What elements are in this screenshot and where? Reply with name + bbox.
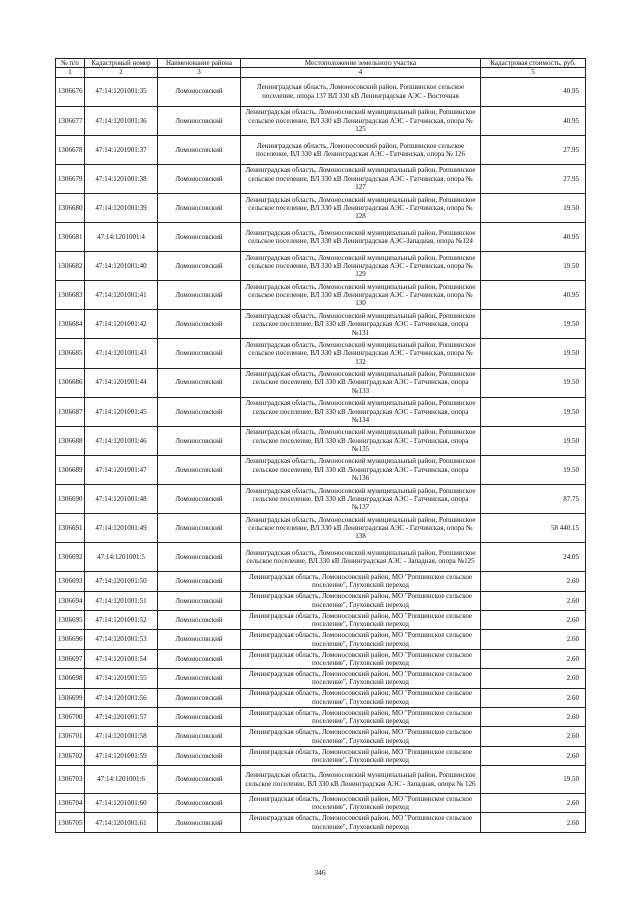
cadastral-number-cell: 47:14:1201001:58 bbox=[85, 727, 158, 746]
cadastral-value-cell: 19.50 bbox=[481, 252, 586, 281]
cadastral-number-cell: 47:14:1201001:57 bbox=[85, 707, 158, 726]
district-cell: Ломоносовский bbox=[158, 281, 241, 310]
table-row bbox=[56, 106, 586, 135]
cadastral-number-cell: 47:14:1201001:6 bbox=[85, 766, 158, 794]
header-district-name: Наименование района bbox=[158, 59, 241, 68]
row-number-cell: 1306690 bbox=[56, 484, 85, 513]
table-row bbox=[56, 426, 586, 455]
row-number-cell: 1306701 bbox=[56, 727, 85, 746]
cadastral-number-cell: 47:14:1201001:50 bbox=[85, 572, 158, 591]
district-cell: Ломоносовский bbox=[158, 223, 241, 252]
cadastral-value-cell: 19.50 bbox=[481, 397, 586, 426]
cadastral-value-table bbox=[55, 58, 586, 833]
address-cell: Ленинградская область, Ломоносовский район, МО "Ропшинское сельское поселение", Глуховский переход bbox=[241, 707, 481, 726]
row-number-cell: 1306696 bbox=[56, 630, 85, 649]
cadastral-number-cell: 47:14:1201001:39 bbox=[85, 193, 158, 222]
table-row bbox=[56, 397, 586, 426]
table-row bbox=[56, 591, 586, 610]
row-number-cell: 1306693 bbox=[56, 572, 85, 591]
cadastral-value-cell: 19.50 bbox=[481, 339, 586, 368]
cadastral-value-cell: 2.60 bbox=[481, 630, 586, 649]
district-cell: Ломоносовский bbox=[158, 368, 241, 397]
table-row bbox=[56, 610, 586, 629]
district-cell: Ломоносовский bbox=[158, 543, 241, 572]
address-cell: Ленинградская область, Ломоносовский муниципальный район, Ропшинское сельское поселение, ВЛ 330 кВ Ленинградская АЭС - Гатчинская, опора № 138 bbox=[241, 514, 481, 543]
table-row bbox=[56, 688, 586, 707]
address-cell: Ленинградская область, Ломоносовский район, МО "Ропшинское сельское поселение", Глуховский переход bbox=[241, 630, 481, 649]
district-cell: Ломоносовский bbox=[158, 310, 241, 339]
address-cell: Ленинградская область, Ломоносовский район, МО "Ропшинское сельское поселение", Глуховский переход bbox=[241, 688, 481, 707]
cadastral-number-cell: 47:14:1201001:52 bbox=[85, 610, 158, 629]
district-cell: Ломоносовский bbox=[158, 649, 241, 668]
cadastral-value-cell: 19.50 bbox=[481, 368, 586, 397]
district-cell: Ломоносовский bbox=[158, 813, 241, 832]
district-cell: Ломоносовский bbox=[158, 766, 241, 794]
row-number-cell: 1306700 bbox=[56, 707, 85, 726]
address-cell: Ленинградская область, Ломоносовский муниципальный район, Ропшинское сельское поселение, ВЛ 330 кВ Ленинградская АЭС - Западная, опора № 126 bbox=[241, 766, 481, 794]
cadastral-value-cell: 2.60 bbox=[481, 813, 586, 832]
district-cell: Ломоносовский bbox=[158, 746, 241, 765]
district-cell: Ломоносовский bbox=[158, 794, 241, 813]
cadastral-number-cell: 47:14:1201001:42 bbox=[85, 310, 158, 339]
cadastral-number-cell: 47:14:1201001:60 bbox=[85, 794, 158, 813]
column-number: 2 bbox=[85, 68, 158, 77]
row-number-cell: 1306678 bbox=[56, 135, 85, 164]
address-cell: Ленинградская область, Ломоносовский муниципальный район, Ропшинское сельское поселение, ВЛ 330 кВ Ленинградская АЭС - Гатчинская, опора №131 bbox=[241, 310, 481, 339]
table-row bbox=[56, 766, 586, 794]
row-number-cell: 1306680 bbox=[56, 193, 85, 222]
table-row bbox=[56, 164, 586, 193]
district-cell: Ломоносовский bbox=[158, 514, 241, 543]
cadastral-value-cell: 40.95 bbox=[481, 223, 586, 252]
address-cell: Ленинградская область, Ломоносовский муниципальный район, Ропшинское сельское поселение, ВЛ 330 кВ Ленинградская АЭС - Гатчинская, опора №137 bbox=[241, 484, 481, 513]
cadastral-value-cell: 2.60 bbox=[481, 727, 586, 746]
table-row bbox=[56, 727, 586, 746]
district-cell: Ломоносовский bbox=[158, 455, 241, 484]
table-row bbox=[56, 514, 586, 543]
cadastral-value-cell: 27.95 bbox=[481, 164, 586, 193]
cadastral-value-cell: 2.60 bbox=[481, 572, 586, 591]
row-number-cell: 1306686 bbox=[56, 368, 85, 397]
cadastral-value-cell: 2.60 bbox=[481, 649, 586, 668]
header-location: Местоположение земельного участка bbox=[241, 59, 481, 68]
table-row bbox=[56, 281, 586, 310]
address-cell: Ленинградская область, Ломоносовский муниципальный район, Ропшинское сельское поселение, ВЛ 330 кВ Ленинградская АЭС - Гатчинская, опора № 129 bbox=[241, 252, 481, 281]
cadastral-number-cell: 47:14:1201001:5 bbox=[85, 543, 158, 572]
row-number-cell: 1306684 bbox=[56, 310, 85, 339]
address-cell: Ленинградская область, Ломоносовский район, МО "Ропшинское сельское поселение", Глуховский переход bbox=[241, 591, 481, 610]
cadastral-number-cell: 47:14:1201001:56 bbox=[85, 688, 158, 707]
cadastral-value-cell: 2.60 bbox=[481, 707, 586, 726]
table-row bbox=[56, 310, 586, 339]
table-row bbox=[56, 669, 586, 688]
cadastral-value-cell: 19.50 bbox=[481, 426, 586, 455]
column-number: 5 bbox=[481, 68, 586, 77]
cadastral-value-cell: 2.60 bbox=[481, 591, 586, 610]
address-cell: Ленинградская область, Ломоносовский район, МО "Ропшинское сельское поселение", Глуховский переход bbox=[241, 813, 481, 832]
cadastral-number-cell: 47:14:1201001:43 bbox=[85, 339, 158, 368]
district-cell: Ломоносовский bbox=[158, 193, 241, 222]
table-row bbox=[56, 339, 586, 368]
cadastral-value-cell: 40.95 bbox=[481, 77, 586, 106]
row-number-cell: 1306685 bbox=[56, 339, 85, 368]
row-number-cell: 1306692 bbox=[56, 543, 85, 572]
cadastral-number-cell: 47:14:1201001:53 bbox=[85, 630, 158, 649]
table-row bbox=[56, 193, 586, 222]
district-cell: Ломоносовский bbox=[158, 397, 241, 426]
cadastral-value-cell: 19.50 bbox=[481, 193, 586, 222]
address-cell: Ленинградская область, Ломоносовский муниципальный район, Ропшинское сельское поселение, ВЛ 330 кВ Ленинградская АЭС - Гатчинская, опора № 128 bbox=[241, 193, 481, 222]
cadastral-value-cell: 2.60 bbox=[481, 746, 586, 765]
district-cell: Ломоносовский bbox=[158, 610, 241, 629]
row-number-cell: 1306702 bbox=[56, 746, 85, 765]
header-row-number: № п/п bbox=[56, 59, 85, 68]
cadastral-value-cell: 58 440.15 bbox=[481, 514, 586, 543]
cadastral-value-cell: 19.50 bbox=[481, 455, 586, 484]
district-cell: Ломоносовский bbox=[158, 106, 241, 135]
address-cell: Ленинградская область, Ломоносовский район, МО "Ропшинское сельское поселение", Глуховский переход bbox=[241, 669, 481, 688]
district-cell: Ломоносовский bbox=[158, 572, 241, 591]
cadastral-value-cell: 19.50 bbox=[481, 766, 586, 794]
district-cell: Ломоносовский bbox=[158, 484, 241, 513]
address-cell: Ленинградская область, Ломоносовский район, МО "Ропшинское сельское поселение", Глуховский переход bbox=[241, 649, 481, 668]
row-number-cell: 1306676 bbox=[56, 77, 85, 106]
cadastral-number-cell: 47:14:1201001:48 bbox=[85, 484, 158, 513]
address-cell: Ленинградская область, Ломоносовский муниципальный район, Ропшинское сельское поселение, ВЛ 330 кВ Ленинградская АЭС - Гатчинская, опора №133 bbox=[241, 368, 481, 397]
cadastral-number-cell: 47:14:1201001:51 bbox=[85, 591, 158, 610]
address-cell: Ленинградская область, Ломоносовский район, МО "Ропшинское сельское поселение", Глуховский переход bbox=[241, 727, 481, 746]
address-cell: Ленинградская область, Ломоносовский муниципальный район, Ропшинское сельское поселение, ВЛ 330 кВ Ленинградская АЭС - Гатчинская, опора № 127 bbox=[241, 164, 481, 193]
header-cadastral-value: Кадастровая стоимость, руб. bbox=[481, 59, 586, 68]
cadastral-number-cell: 47:14:1201001:61 bbox=[85, 813, 158, 832]
cadastral-number-cell: 47:14:1201001:45 bbox=[85, 397, 158, 426]
district-cell: Ломоносовский bbox=[158, 135, 241, 164]
table-row bbox=[56, 813, 586, 832]
table-row bbox=[56, 368, 586, 397]
column-number-row bbox=[56, 68, 586, 77]
district-cell: Ломоносовский bbox=[158, 707, 241, 726]
row-number-cell: 1306697 bbox=[56, 649, 85, 668]
cadastral-number-cell: 47:14:1201001:47 bbox=[85, 455, 158, 484]
row-number-cell: 1306694 bbox=[56, 591, 85, 610]
cadastral-number-cell: 47:14:1201001:44 bbox=[85, 368, 158, 397]
row-number-cell: 1306681 bbox=[56, 223, 85, 252]
cadastral-number-cell: 47:14:1201001:55 bbox=[85, 669, 158, 688]
address-cell: Ленинградская область, Ломоносовский район, Ропшинское сельское поселение, ВЛ 330 кВ Ленинградская АЭС - Гатчинская, опора № 126 bbox=[241, 135, 481, 164]
header-row bbox=[56, 59, 586, 68]
table-row bbox=[56, 77, 586, 106]
district-cell: Ломоносовский bbox=[158, 339, 241, 368]
district-cell: Ломоносовский bbox=[158, 252, 241, 281]
cadastral-number-cell: 47:14:1201001:38 bbox=[85, 164, 158, 193]
table-row bbox=[56, 223, 586, 252]
row-number-cell: 1306677 bbox=[56, 106, 85, 135]
table-row bbox=[56, 455, 586, 484]
address-cell: Ленинградская область, Ломоносовский муниципальный район, Ропшинское сельское поселение, ВЛ 330 кВ Ленинградская АЭС - Гатчинская, опора № 130 bbox=[241, 281, 481, 310]
district-cell: Ломоносовский bbox=[158, 669, 241, 688]
address-cell: Ленинградская область, Ломоносовский муниципальный район, Ропшинское сельское поселение, ВЛ 330 кВ Ленинградская АЭС - Гатчинская, опора №135 bbox=[241, 426, 481, 455]
address-cell: Ленинградская область, Ломоносовский район, МО "Ропшинское сельское поселение", Глуховский переход bbox=[241, 572, 481, 591]
table-row bbox=[56, 135, 586, 164]
cadastral-value-cell: 2.60 bbox=[481, 794, 586, 813]
cadastral-value-cell: 2.60 bbox=[481, 669, 586, 688]
cadastral-number-cell: 47:14:1201001:40 bbox=[85, 252, 158, 281]
table-row bbox=[56, 543, 586, 572]
address-cell: Ленинградская область, Ломоносовский район, МО "Ропшинское сельское поселение", Глуховский переход bbox=[241, 746, 481, 765]
row-number-cell: 1306703 bbox=[56, 766, 85, 794]
address-cell: Ленинградская область, Ломоносовский муниципальный район, Ропшинское сельское поселение, ВЛ 330 кВ Ленинградская АЭС - Гатчинская, опора №136 bbox=[241, 455, 481, 484]
table-row bbox=[56, 484, 586, 513]
row-number-cell: 1306689 bbox=[56, 455, 85, 484]
column-number: 3 bbox=[158, 68, 241, 77]
cadastral-number-cell: 47:14:1201001:37 bbox=[85, 135, 158, 164]
address-cell: Ленинградская область, Ломоносовский муниципальный район, Ропшинское сельское поселение, ВЛ 330 кВ Ленинградская АЭС - Гатчинская, опора № 132 bbox=[241, 339, 481, 368]
cadastral-number-cell: 47:14:1201001:49 bbox=[85, 514, 158, 543]
row-number-cell: 1306699 bbox=[56, 688, 85, 707]
column-number: 1 bbox=[56, 68, 85, 77]
address-cell: Ленинградская область, Ломоносовский муниципальный район, Ропшинское сельское поселение, ВЛ 330 кВ Ленинградская АЭС - Гатчинская, опора №134 bbox=[241, 397, 481, 426]
address-cell: Ленинградская область, Ломоносовский район, МО "Ропшинское сельское поселение", Глуховский переход bbox=[241, 610, 481, 629]
table-row bbox=[56, 746, 586, 765]
cadastral-value-cell: 40.95 bbox=[481, 281, 586, 310]
table-row bbox=[56, 572, 586, 591]
table-row bbox=[56, 707, 586, 726]
column-number: 4 bbox=[241, 68, 481, 77]
header-cadastral-number: Кадастровый номер bbox=[85, 59, 158, 68]
row-number-cell: 1306683 bbox=[56, 281, 85, 310]
row-number-cell: 1306687 bbox=[56, 397, 85, 426]
table-row bbox=[56, 649, 586, 668]
district-cell: Ломоносовский bbox=[158, 77, 241, 106]
table-header bbox=[56, 59, 586, 78]
table-row bbox=[56, 252, 586, 281]
row-number-cell: 1306695 bbox=[56, 610, 85, 629]
district-cell: Ломоносовский bbox=[158, 426, 241, 455]
row-number-cell: 1306682 bbox=[56, 252, 85, 281]
row-number-cell: 1306688 bbox=[56, 426, 85, 455]
cadastral-value-cell: 2.60 bbox=[481, 688, 586, 707]
row-number-cell: 1306704 bbox=[56, 794, 85, 813]
address-cell: Ленинградская область, Ломоносовский район, Ропшинское сельское поселение, опора 137 ВЛ 330 кВ Ленинградская АЭС - Восточная bbox=[241, 77, 481, 106]
table-row bbox=[56, 794, 586, 813]
cadastral-number-cell: 47:14:1201001:46 bbox=[85, 426, 158, 455]
address-cell: Ленинградская область, Ломоносовский муниципальный район, Ропшинское сельское поселение, ВЛ 330 кВ Ленинградская АЭС - Западная, опора №125 bbox=[241, 543, 481, 572]
cadastral-number-cell: 47:14:1201001:35 bbox=[85, 77, 158, 106]
cadastral-number-cell: 47:14:1201001:36 bbox=[85, 106, 158, 135]
cadastral-number-cell: 47:14:1201001:41 bbox=[85, 281, 158, 310]
cadastral-number-cell: 47:14:1201001:59 bbox=[85, 746, 158, 765]
cadastral-value-cell: 40.95 bbox=[481, 106, 586, 135]
row-number-cell: 1306705 bbox=[56, 813, 85, 832]
cadastral-number-cell: 47:14:1201001:4 bbox=[85, 223, 158, 252]
address-cell: Ленинградская область, Ломоносовский район, МО "Ропшинское сельское поселение", Глуховский переход bbox=[241, 794, 481, 813]
cadastral-value-cell: 19.50 bbox=[481, 310, 586, 339]
page-number: 346 bbox=[314, 868, 326, 877]
district-cell: Ломоносовский bbox=[158, 164, 241, 193]
row-number-cell: 1306691 bbox=[56, 514, 85, 543]
address-cell: Ленинградская область, Ломоносовский муниципальный район, Ропшинское сельское поселение, ВЛ 330 кВ Ленинградская АЭС - Гатчинская, опора № 125 bbox=[241, 106, 481, 135]
row-number-cell: 1306698 bbox=[56, 669, 85, 688]
table-row bbox=[56, 630, 586, 649]
row-number-cell: 1306679 bbox=[56, 164, 85, 193]
district-cell: Ломоносовский bbox=[158, 591, 241, 610]
cadastral-value-cell: 24.05 bbox=[481, 543, 586, 572]
table-body bbox=[56, 77, 586, 832]
district-cell: Ломоносовский bbox=[158, 688, 241, 707]
cadastral-value-cell: 87.75 bbox=[481, 484, 586, 513]
district-cell: Ломоносовский bbox=[158, 630, 241, 649]
cadastral-value-cell: 27.95 bbox=[481, 135, 586, 164]
cadastral-value-cell: 2.60 bbox=[481, 610, 586, 629]
cadastral-number-cell: 47:14:1201001:54 bbox=[85, 649, 158, 668]
district-cell: Ломоносовский bbox=[158, 727, 241, 746]
address-cell: Ленинградская область, Ломоносовский муниципальный район, Ропшинское сельское поселение, ВЛ 330 кВ Ленинградская АЭС-Западная, опора №124 bbox=[241, 223, 481, 252]
